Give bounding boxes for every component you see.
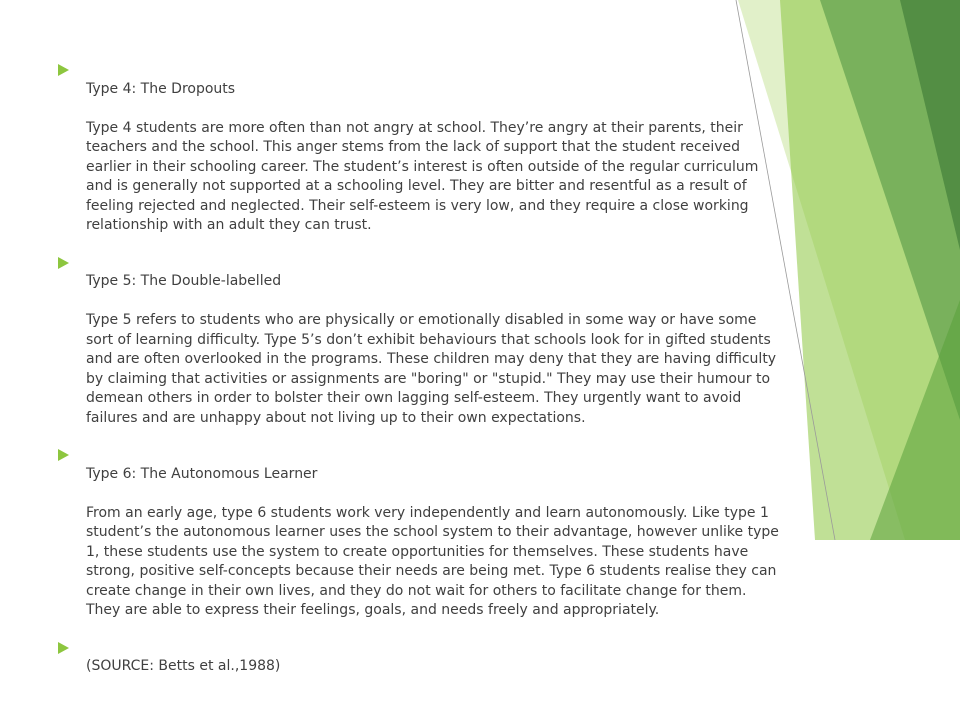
slide-content [58,60,893,713]
item-title: Type 4: The Dropouts [86,80,236,97]
item-body: From an early age, type 6 students work very independently and learn autonomously. Like type 1 student’s the autonomous learner uses the school system to their advantage, however unlike type 1, these students use the system to create opportunities for themselves. These students have strong, positive self-concepts because their needs are being met. Type 6 students realise they can create change in their own lives, and they do not wait for others to facilitate change for them. They are able to express their feelings, goals, and needs freely and appropriately. [86,504,779,618]
list-item [58,253,893,429]
triangle-right-icon [58,449,69,461]
list-item [58,60,893,236]
triangle-right-icon [58,642,69,654]
triangle-right-icon [58,257,69,269]
source-citation: (SOURCE: Betts et al.,1988) [86,658,281,674]
item-body: Type 4 students are more often than not angry at school. They’re angry at their parents, their teachers and the school. This anger stems from the lack of support that the student received earlier in their schooling career. The student’s interest is often outside of the regular curriculum and is generally not supported at a schooling level. They are bitter and resentful as a result of feeling rejected and neglected. Their self-esteem is very low, and they require a close working relationship with an adult they can trust. [86,119,759,233]
item-body: Type 5 refers to students who are physically or emotionally disabled in some way or have some sort of learning difficulty. Type 5’s don’t exhibit behaviours that schools look for in gifted students and are often overlooked in the programs. These children may deny that they are having difficulty by claiming that activities or assignments are "boring" or "stupid." They may use their humour to demean others in order to bolster their own lagging self-esteem. They urgently want to avoid failures and are unhappy about not living up to their own expectations. [86,312,777,426]
item-title: Type 5: The Double-labelled [86,273,282,289]
list-item [58,638,893,697]
list-item [58,445,893,621]
item-title: Type 6: The Autonomous Learner [86,465,318,482]
triangle-right-icon [58,64,69,76]
